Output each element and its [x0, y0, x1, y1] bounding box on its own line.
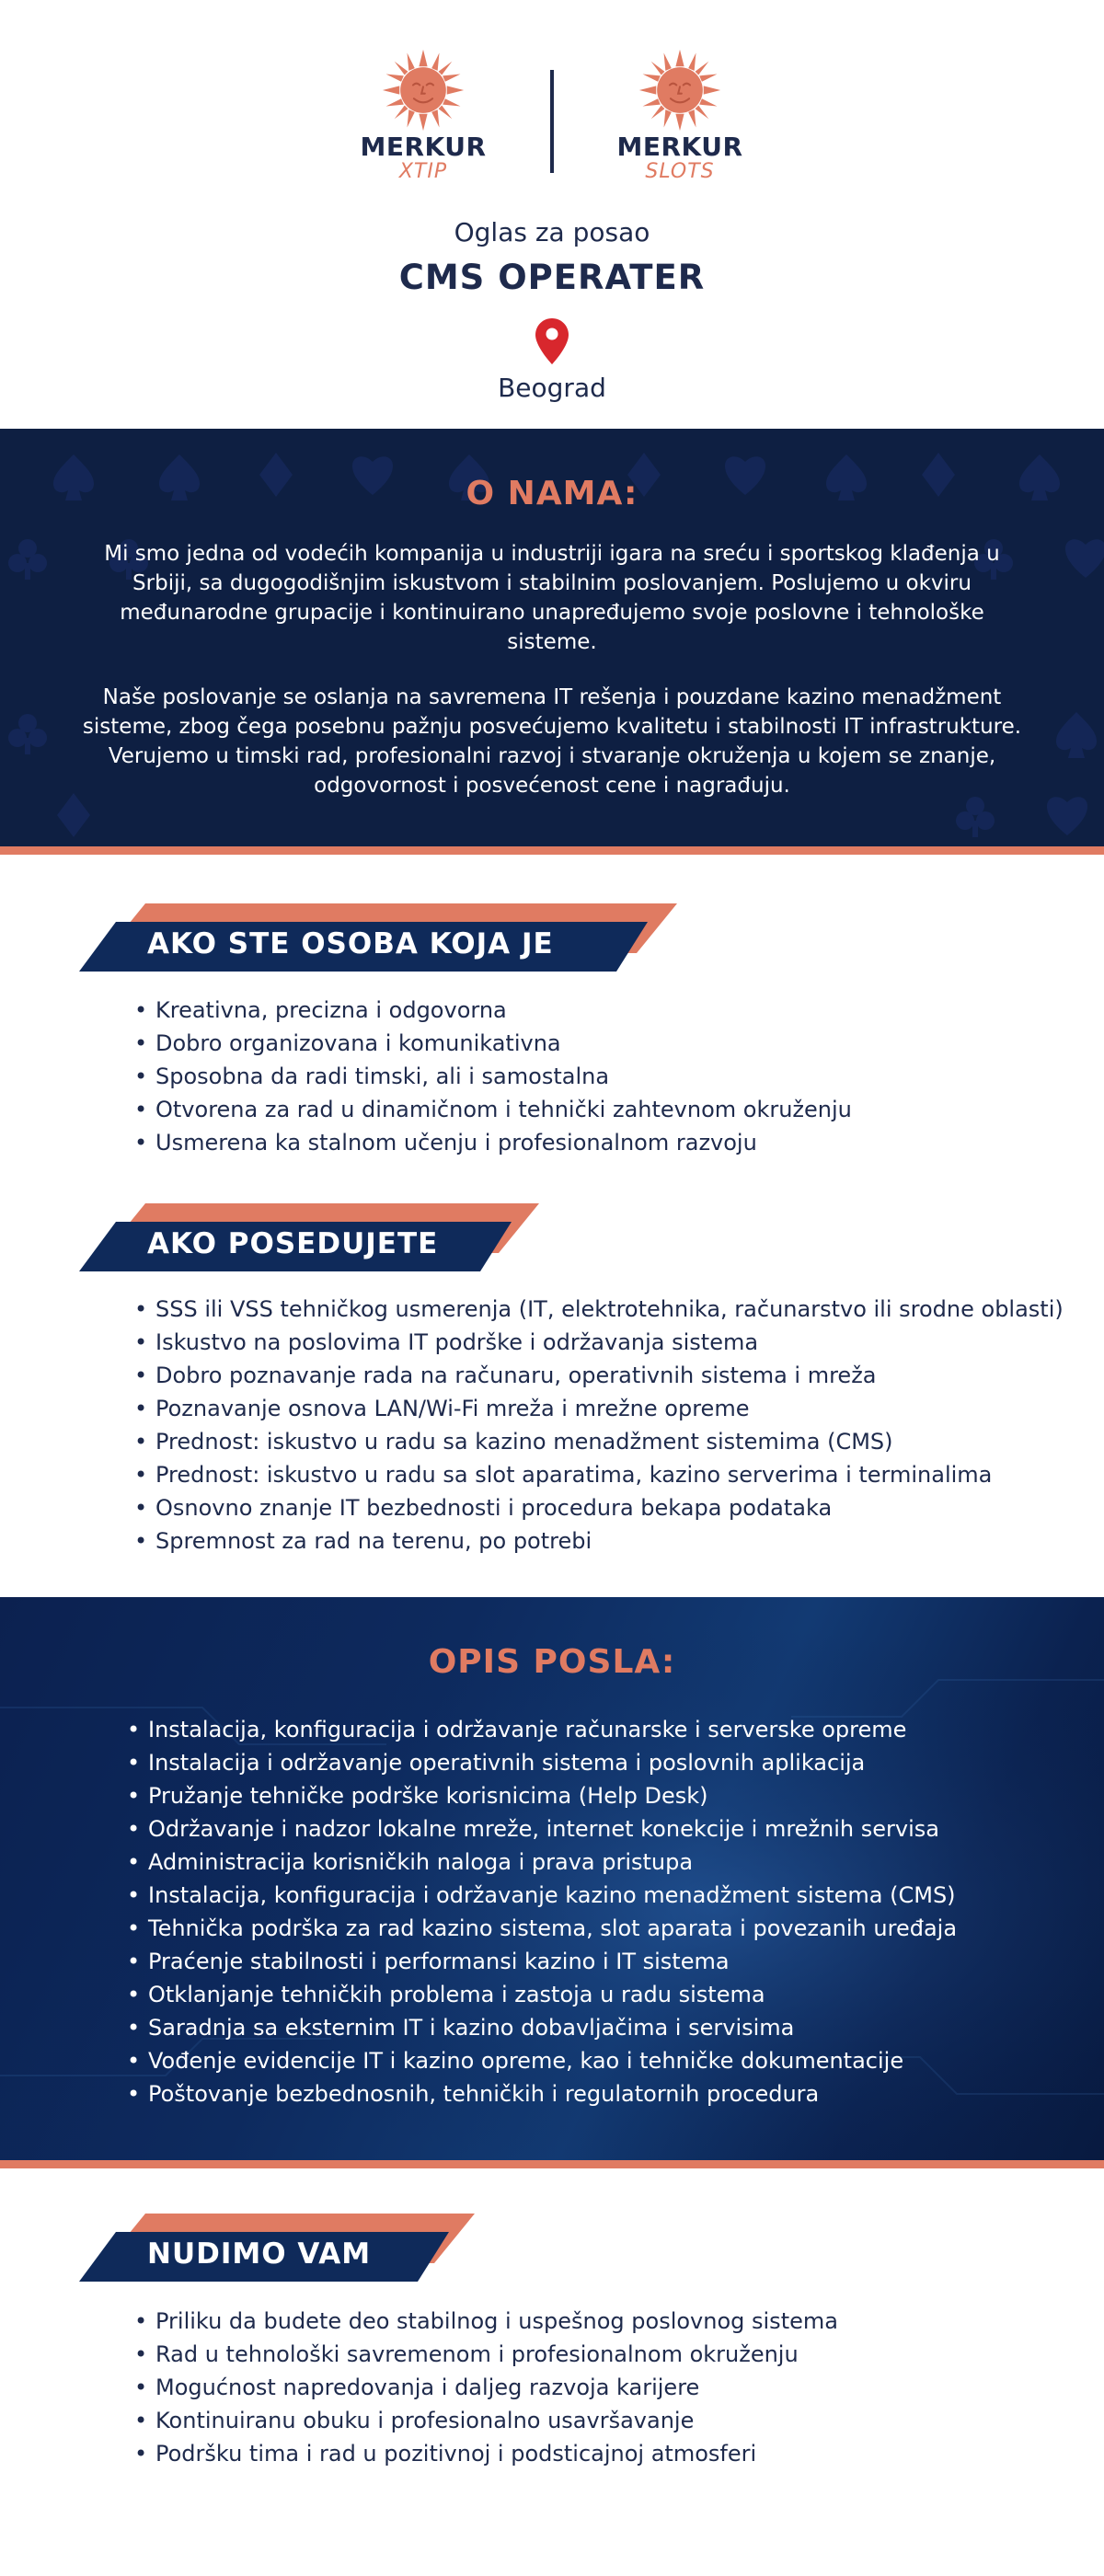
about-paragraph: Mi smo jedna od vodećih kompanija u industriji igara na sreću i sportskog klađenja u Srbiji, sa dugogodišnjim iskustvom i stabilnim poslovanjem. Poslujemo u okviru međunarodne grupacije i kontinuirano unapređujemo svoje poslovne i tehnološke sisteme. [104, 542, 1000, 654]
list-item: • Sposobna da radi timski, ali i samostalna [134, 1060, 852, 1093]
list-item: • Poštovanje bezbednosnih, tehničkih i regulatornih procedura [127, 2077, 957, 2110]
list-item: • Pružanje tehničke podrške korisnicima (Help Desk) [127, 1779, 957, 1812]
heading-label: AKO STE OSOBA KOJA JE [147, 927, 554, 960]
list-item: • Osnovno znanje IT bezbednosti i procedura bekapa podataka [134, 1491, 1064, 1524]
list-item: • Praćenje stabilnosti i performansi kazino i IT sistema [127, 1945, 957, 1978]
brand-sub: XTIP [398, 160, 448, 183]
section-divider [0, 846, 1104, 855]
merkur-slots-logo[interactable] [611, 48, 749, 182]
list-item: • Kontinuiranu obuku i profesionalno usavršavanje [134, 2404, 838, 2437]
list-item: • Usmerena ka stalnom učenju i profesionalnom razvoju [134, 1126, 852, 1159]
list-item: • Mogućnost napredovanja i daljeg razvoja karijere [134, 2371, 838, 2404]
list-item: • Dobro poznavanje rada na računaru, operativnih sistema i mreža [134, 1359, 1064, 1392]
list-item: • Poznavanje osnova LAN/Wi-Fi mreža i mrežne opreme [134, 1392, 1064, 1425]
list-item: • Administracija korisničkih naloga i prava pristupa [127, 1846, 957, 1879]
list-item: • Kreativna, precizna i odgovorna [134, 994, 852, 1027]
list-item: • Instalacija, konfiguracija i održavanje računarske i serverske opreme [127, 1713, 957, 1746]
brand-name: MERKUR [616, 132, 743, 162]
header [0, 0, 1104, 429]
about-section [0, 429, 1104, 846]
location-pin-icon [535, 318, 569, 364]
list-item: • Otklanjanje tehničkih problema i zastoja u radu sistema [127, 1978, 957, 2011]
list-item: • Tehnička podrška za rad kazino sistema, slot aparata i povezanih uređaja [127, 1912, 957, 1945]
list-item: • Rad u tehnološki savremenom i profesionalnom okruženju [134, 2338, 838, 2371]
about-paragraph: Naše poslovanje se oslanja na savremena IT rešenja i pouzdane kazino menadžment sisteme, zbog čega posebnu pažnju posvećujemo kvalitetu i stabilnosti IT infrastrukture. Verujemo u timski rad, profesionalni razvoj i stvaranje okruženja u kojem se znanje, odgovornost i posvećenost cene i nagrađuju. [82, 685, 1022, 798]
list-item: • Otvorena za rad u dinamičnom i tehnički zahtevnom okruženju [134, 1093, 852, 1126]
person-list [134, 994, 852, 1159]
list-item: • Instalacija, konfiguracija i održavanje kazino menadžment sistema (CMS) [127, 1879, 957, 1912]
qualifications-list [134, 1293, 1064, 1558]
list-item: • Podršku tima i rad u pozitivnoj i podsticajnoj atmosferi [134, 2437, 838, 2470]
list-item: • Prednost: iskustvo u radu sa slot aparatima, kazino serverima i terminalima [134, 1458, 1064, 1491]
list-item: • Vođenje evidencije IT i kazino opreme, kao i tehničke dokumentacije [127, 2044, 957, 2077]
heading-label: NUDIMO VAM [147, 2237, 372, 2271]
job-description-section [0, 1597, 1104, 2160]
merkur-sun-icon [381, 48, 466, 132]
merkur-sun-icon [638, 48, 722, 132]
section-divider [0, 2160, 1104, 2168]
list-item: • Saradnja sa eksternim IT i kazino dobavljačima i servisima [127, 2011, 957, 2044]
about-title: O NAMA: [466, 475, 638, 512]
section-heading-person [79, 903, 677, 973]
list-item: • Prednost: iskustvo u radu sa kazino menadžment sistemima (CMS) [134, 1425, 1064, 1458]
section-heading-qualifications [79, 1203, 539, 1273]
heading-label: AKO POSEDUJETE [147, 1227, 439, 1260]
list-item: • Dobro organizovana i komunikativna [134, 1027, 852, 1060]
job-title: CMS OPERATER [398, 258, 706, 297]
list-item: • Održavanje i nadzor lokalne mreže, internet konekcije i mrežnih servisa [127, 1812, 957, 1846]
merkur-xtip-logo[interactable] [354, 48, 492, 182]
job-ad-label: Oglas za posao [454, 217, 650, 247]
brand-sub: SLOTS [645, 160, 715, 183]
list-item: • Instalacija i održavanje operativnih sistema i poslovnih aplikacija [127, 1746, 957, 1779]
list-item: • Priliku da budete deo stabilnog i uspešnog poslovnog sistema [134, 2305, 838, 2338]
logo-divider [550, 70, 554, 173]
location-city: Beograd [498, 373, 606, 403]
job-description-list [127, 1713, 957, 2110]
offer-list [134, 2305, 838, 2470]
list-item: • Spremnost za rad na terenu, po potrebi [134, 1524, 1064, 1558]
brand-name: MERKUR [360, 132, 487, 162]
section-heading-offer [79, 2214, 475, 2283]
logos [0, 48, 1104, 195]
list-item: • SSS ili VSS tehničkog usmerenja (IT, elektrotehnika, računarstvo ili srodne oblasti) [134, 1293, 1064, 1326]
list-item: • Iskustvo na poslovima IT podrške i održavanja sistema [134, 1326, 1064, 1359]
job-description-title: OPIS POSLA: [428, 1643, 676, 1681]
